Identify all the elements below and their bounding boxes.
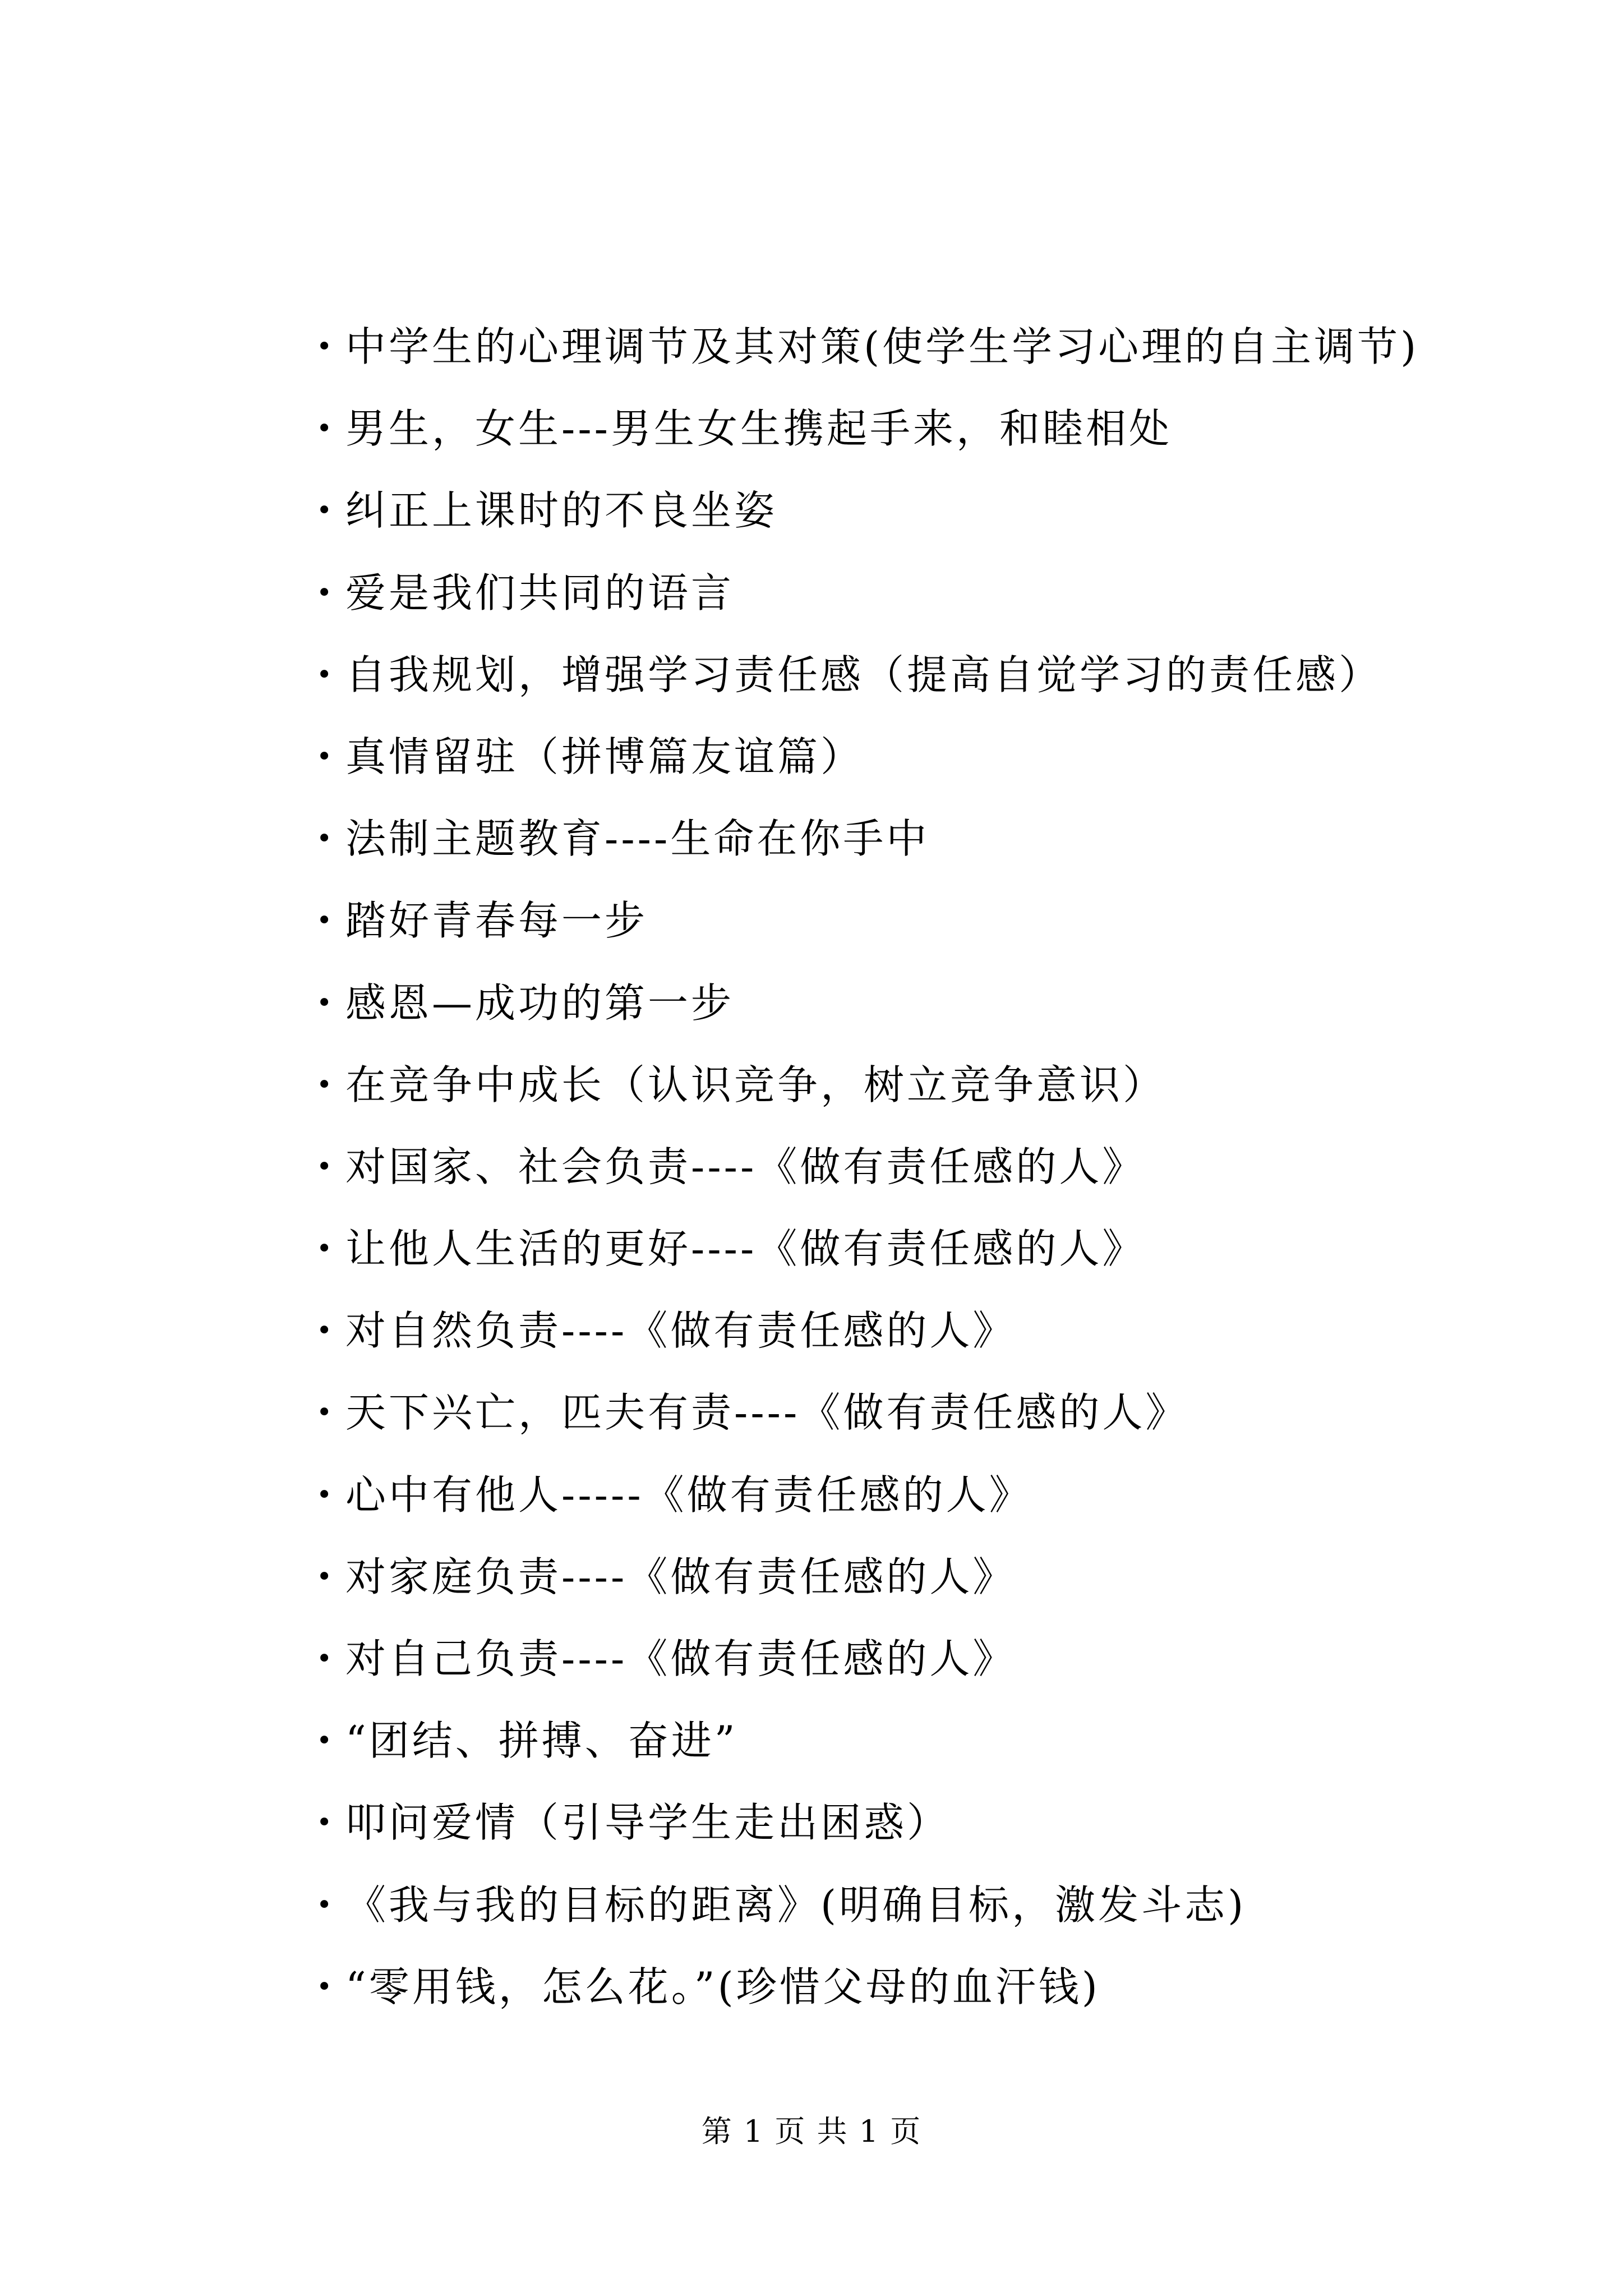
topic-list [314, 306, 1576, 2028]
list-item-text: 感恩—成功的第一步 [345, 979, 735, 1027]
list-item-text: 对自己负责----《做有责任感的人》 [345, 1635, 1016, 1682]
list-item [314, 1126, 1576, 1208]
bullet: • [316, 1807, 335, 1839]
list-item [314, 388, 1576, 470]
bullet: • [316, 1725, 335, 1757]
list-item-text: 法制主题教育----生命在你手中 [345, 815, 930, 863]
list-item [314, 962, 1576, 1044]
list-item-text: 自我规划，增强学习责任感（提高自觉学习的责任感） [345, 651, 1382, 698]
bullet: • [316, 1233, 335, 1265]
bullet: • [316, 413, 335, 445]
bullet: • [316, 905, 335, 937]
list-item [314, 1044, 1576, 1126]
bullet: • [316, 823, 335, 855]
list-item [314, 1536, 1576, 1618]
bullet: • [316, 577, 335, 609]
list-item-text: 让他人生活的更好----《做有责任感的人》 [345, 1225, 1146, 1273]
list-item [314, 1700, 1576, 1782]
list-item [314, 716, 1576, 798]
list-item-text: 天下兴亡，匹夫有责----《做有责任感的人》 [345, 1389, 1189, 1437]
list-item-text: 心中有他人-----《做有责任感的人》 [345, 1471, 1032, 1519]
list-item-text: 纠正上课时的不良坐姿 [345, 487, 778, 535]
list-item-text: 中学生的心理调节及其对策(使学生学习心理的自主调节) [345, 323, 1419, 370]
list-item [314, 470, 1576, 551]
list-item-text: 《我与我的目标的距离》(明确目标，激发斗志) [345, 1881, 1247, 1929]
bullet: • [316, 1479, 335, 1511]
list-item [314, 1946, 1576, 2028]
list-item-text: 对家庭负责----《做有责任感的人》 [345, 1553, 1016, 1600]
list-item-text: 对自然负责----《做有责任感的人》 [345, 1307, 1016, 1355]
list-item [314, 1782, 1576, 1864]
bullet: • [316, 1315, 335, 1347]
list-item [314, 634, 1576, 716]
list-item-text: 在竞争中成长（认识竞争，树立竞争意识） [345, 1061, 1166, 1108]
list-item-text: 真情留驻（拼博篇友谊篇） [345, 733, 864, 780]
list-item [314, 880, 1576, 961]
list-item-text: 叩问爱情（引导学生走出困惑） [345, 1799, 951, 1847]
bullet: • [316, 1889, 335, 1921]
bullet: • [316, 1069, 335, 1101]
list-item [314, 1372, 1576, 1453]
list-item [314, 306, 1576, 388]
bullet: • [316, 987, 335, 1019]
bullet: • [316, 1971, 335, 2003]
list-item-text: 踏好青春每一步 [345, 897, 648, 945]
bullet: • [316, 1397, 335, 1429]
bullet: • [316, 331, 335, 362]
bullet: • [316, 740, 335, 772]
list-item [314, 1618, 1576, 1700]
list-item [314, 1454, 1576, 1536]
list-item [314, 1208, 1576, 1290]
list-item [314, 798, 1576, 880]
list-item-text: 对国家、社会负责----《做有责任感的人》 [345, 1143, 1146, 1190]
list-item-text: “团结、拼搏、奋进” [345, 1717, 738, 1765]
bullet: • [316, 659, 335, 691]
list-item-text: 爱是我们共同的语言 [345, 569, 735, 616]
list-item-text: 男生，女生---男生女生携起手来，和睦相处 [345, 405, 1172, 453]
bullet: • [316, 1643, 335, 1674]
list-item [314, 1864, 1576, 1946]
list-item-text: “零用钱，怎么花。”(珍惜父母的血汗钱) [345, 1963, 1100, 2010]
bullet: • [316, 1151, 335, 1182]
list-item [314, 552, 1576, 634]
list-item [314, 1290, 1576, 1372]
bullet: • [316, 1561, 335, 1593]
bullet: • [316, 495, 335, 527]
page-number-footer: 第 1 页 共 1 页 [701, 2114, 922, 2149]
